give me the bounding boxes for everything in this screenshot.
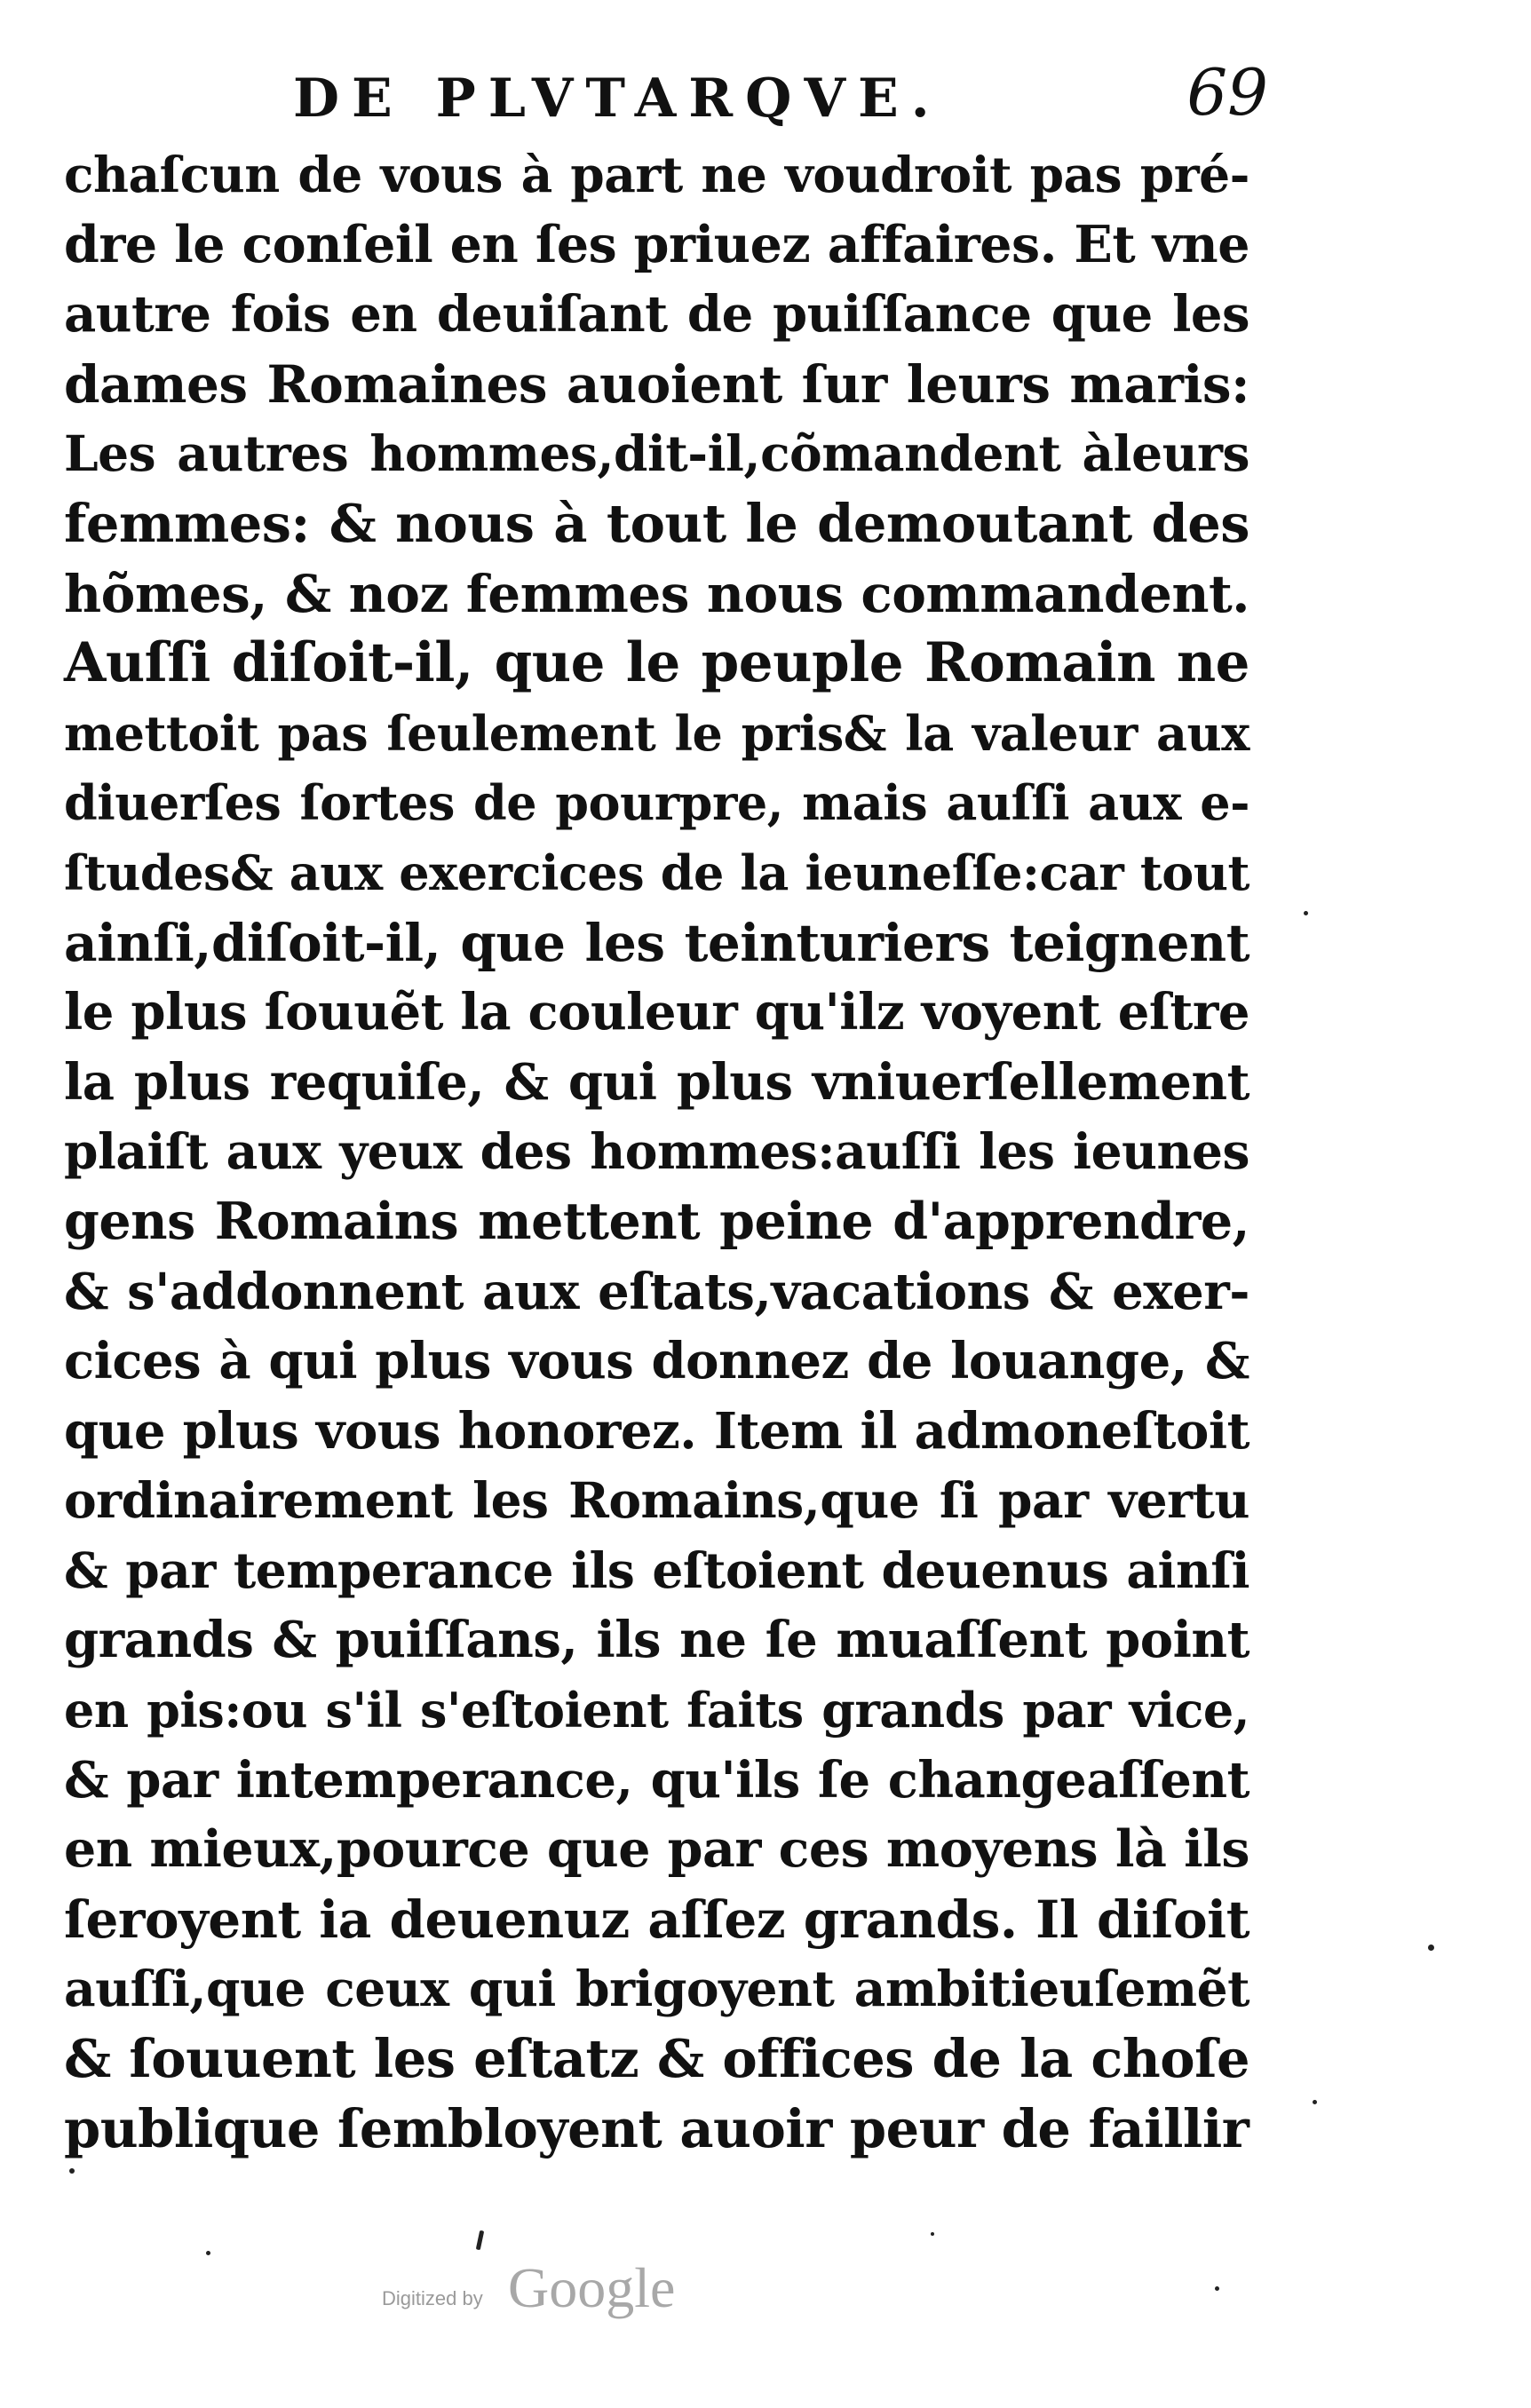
- text-line: auſſi,que ceux qui brigoyent ambitieuſemẽt: [64, 1960, 1249, 2018]
- text-line: le plus ſouuẽt la couleur qu'ilz voyent eſtre: [64, 983, 1249, 1042]
- text-line: plaiſt aux yeux des hommes:auſſi les ieunes: [64, 1122, 1249, 1181]
- text-line: & ſouuent les eſtatz & offices de la choſe: [64, 2028, 1249, 2090]
- scan-speck: [1313, 2100, 1317, 2104]
- text-line: en mieux,pource que par ces moyens là ils: [64, 1819, 1249, 1880]
- text-line: cices à qui plus vous donnez de louange, &: [64, 1332, 1249, 1391]
- scan-speck: [476, 2230, 484, 2251]
- scan-speck: [69, 2168, 75, 2174]
- text-line: ordinairement les Romains,que ſi par vertu: [64, 1471, 1249, 1530]
- google-wordmark: Google: [508, 2256, 676, 2319]
- running-title: DE PLVTARQVE.: [293, 67, 942, 130]
- text-line: que plus vous honorez. Item il admoneſtoit: [64, 1401, 1249, 1461]
- text-line: en pis:ou s'il s'eſtoient faits grands par vice,: [64, 1682, 1249, 1739]
- text-line: ſeroyent ia deuenuz aſſez grands. Il diſoit: [64, 1889, 1249, 1950]
- text-line: ſtudes& aux exercices de la ieuneſſe:car tout: [64, 844, 1249, 901]
- scan-speck: [1428, 1945, 1434, 1951]
- text-line: femmes: & nous à tout le demoutant des: [64, 492, 1249, 554]
- text-line: diuerſes ſortes de pourpre, mais auſſi aux e-: [64, 774, 1249, 832]
- scan-speck: [1215, 2286, 1219, 2291]
- scan-speck: [931, 2232, 934, 2236]
- text-line: grands & puiſſans, ils ne ſe muaſſent point: [64, 1611, 1249, 1670]
- text-line: Les autres hommes,dit-il,cõmandent àleurs: [64, 424, 1249, 483]
- text-line: ainſi,diſoit-il, que les teinturiers teignent: [64, 912, 1249, 973]
- scan-speck: [1304, 911, 1308, 915]
- text-line: & par temperance ils eſtoient deuenus ainſi: [64, 1541, 1249, 1599]
- text-line: & par intemperance, qu'ils ſe changeaſſent: [64, 1750, 1249, 1810]
- text-line: dames Romaines auoient ſur leurs maris:: [64, 353, 1249, 415]
- text-line: & s'addonnent aux eſtats,vacations & exer-: [64, 1262, 1249, 1321]
- text-line: mettoit pas ſeulement le pris& la valeur aux: [64, 704, 1249, 762]
- running-head: [62, 55, 1268, 135]
- text-line: hõmes, & noz femmes nous commandent.: [64, 563, 1249, 624]
- text-line: gens Romains mettent peine d'apprendre,: [64, 1191, 1249, 1251]
- text-line: autre fois en deuiſant de puiſſance que les: [64, 285, 1249, 345]
- body-text: [64, 140, 1249, 2164]
- scan-speck: [206, 2251, 210, 2255]
- page-number: 69: [1186, 55, 1268, 130]
- text-line: dre le conſeil en ſes priuez affaires. Et vne: [64, 214, 1249, 274]
- text-line: chaſcun de vous à part ne voudroit pas pré-: [64, 146, 1249, 203]
- digitization-watermark: [382, 2255, 737, 2326]
- digitized-by-label: Digitized by: [382, 2287, 483, 2309]
- text-line: publique ſembloyent auoir peur de faillir: [64, 2097, 1249, 2159]
- text-line: Auſſi diſoit-il, que le peuple Romain ne: [64, 631, 1249, 695]
- text-line: la plus requiſe, & qui plus vniuerſellement: [64, 1052, 1249, 1112]
